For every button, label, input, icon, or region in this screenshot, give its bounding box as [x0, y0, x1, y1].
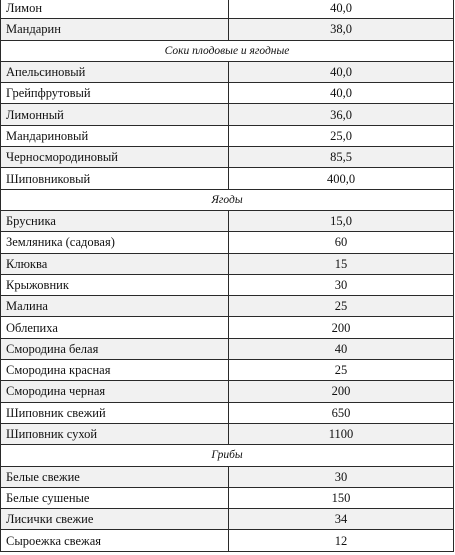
- product-name: Земляника (садовая): [1, 232, 229, 253]
- section-header: [1, 445, 454, 466]
- product-value: 85,5: [229, 147, 454, 168]
- product-name: Апельсиновый: [1, 61, 229, 82]
- section-title: Соки плодовые и ягодные: [1, 40, 454, 61]
- product-value: 400,0: [229, 168, 454, 189]
- product-name: Мандарин: [1, 19, 229, 40]
- product-value: 650: [229, 402, 454, 423]
- product-name: Шиповник сухой: [1, 423, 229, 444]
- product-name: Лимон: [1, 0, 229, 19]
- product-value: 34: [229, 509, 454, 530]
- section-header: [1, 40, 454, 61]
- product-name: Белые сушеные: [1, 487, 229, 508]
- product-value: 38,0: [229, 19, 454, 40]
- product-value: 25: [229, 360, 454, 381]
- product-name: Сыроежка свежая: [1, 530, 229, 551]
- table-row: [1, 125, 454, 146]
- product-value: 150: [229, 487, 454, 508]
- table-row: [1, 61, 454, 82]
- section-juices: [1, 40, 454, 189]
- product-name: Лисички свежие: [1, 509, 229, 530]
- table-row: [1, 83, 454, 104]
- section-citrus: [1, 0, 454, 40]
- product-name: Смородина белая: [1, 338, 229, 359]
- product-value: 25: [229, 296, 454, 317]
- product-name: Лимонный: [1, 104, 229, 125]
- table-row: [1, 402, 454, 423]
- product-value: 60: [229, 232, 454, 253]
- section-title: Ягоды: [1, 189, 454, 210]
- product-name: Шиповниковый: [1, 168, 229, 189]
- product-name: Черносмородиновый: [1, 147, 229, 168]
- section-berries: [1, 189, 454, 445]
- product-value: 25,0: [229, 125, 454, 146]
- product-name: Белые свежие: [1, 466, 229, 487]
- product-value: 200: [229, 381, 454, 402]
- product-value: 1100: [229, 423, 454, 444]
- product-name: Брусника: [1, 210, 229, 231]
- product-value: 36,0: [229, 104, 454, 125]
- product-value: 40: [229, 338, 454, 359]
- section-mushrooms: [1, 445, 454, 551]
- product-value: 15: [229, 253, 454, 274]
- product-name: Облепиха: [1, 317, 229, 338]
- table-row: [1, 0, 454, 19]
- table-row: [1, 487, 454, 508]
- table-row: [1, 296, 454, 317]
- table-row: [1, 509, 454, 530]
- product-name: Смородина черная: [1, 381, 229, 402]
- table-row: [1, 338, 454, 359]
- product-name: Смородина красная: [1, 360, 229, 381]
- table-row: [1, 210, 454, 231]
- table-row: [1, 360, 454, 381]
- product-value: 12: [229, 530, 454, 551]
- product-name: Клюква: [1, 253, 229, 274]
- table-row: [1, 232, 454, 253]
- table-row: [1, 253, 454, 274]
- product-value: 40,0: [229, 0, 454, 19]
- product-name: Крыжовник: [1, 274, 229, 295]
- product-name: Мандариновый: [1, 125, 229, 146]
- table-row: [1, 104, 454, 125]
- table-row: [1, 423, 454, 444]
- section-title: Грибы: [1, 445, 454, 466]
- product-name: Грейпфрутовый: [1, 83, 229, 104]
- product-value: 40,0: [229, 83, 454, 104]
- table-row: [1, 317, 454, 338]
- table-row: [1, 274, 454, 295]
- product-value: 30: [229, 466, 454, 487]
- product-value: 30: [229, 274, 454, 295]
- table-row: [1, 466, 454, 487]
- table-row: [1, 381, 454, 402]
- table-row: [1, 168, 454, 189]
- product-value: 40,0: [229, 61, 454, 82]
- product-value: 15,0: [229, 210, 454, 231]
- product-name: Малина: [1, 296, 229, 317]
- table-row: [1, 19, 454, 40]
- table-row: [1, 147, 454, 168]
- section-header: [1, 189, 454, 210]
- table-row: [1, 530, 454, 551]
- product-value: 200: [229, 317, 454, 338]
- product-name: Шиповник свежий: [1, 402, 229, 423]
